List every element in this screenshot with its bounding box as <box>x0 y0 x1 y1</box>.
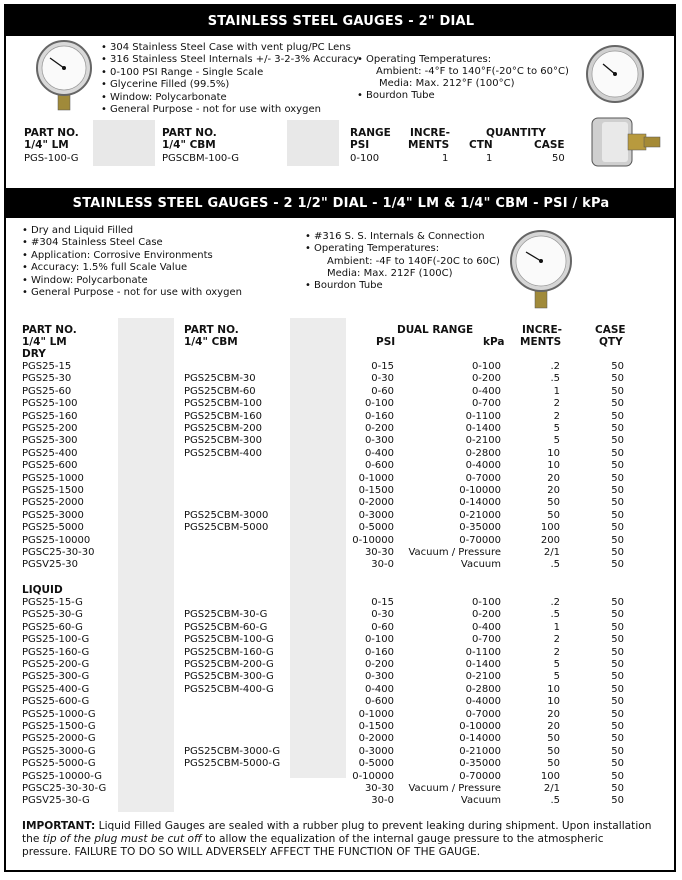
table-row <box>22 647 626 659</box>
header-ctn: CTN <box>469 139 493 151</box>
kpa-range: Vacuum / Pressure <box>408 547 501 558</box>
operating-temperatures-label: • Operating Temperatures: <box>357 54 491 66</box>
lm-part-no: PGS25-100-G <box>22 634 90 646</box>
lm-part-no: PGS25-600-G <box>22 696 90 708</box>
lm-part-no: PGS25-60 <box>22 385 72 397</box>
section1-ctn: 1 <box>486 153 493 164</box>
lm-part-no: PGSC25-30-30-G <box>22 783 107 794</box>
kpa-range: 0-1400 <box>465 423 501 434</box>
increments: 2 <box>553 410 560 422</box>
psi-range: 0-2000 <box>358 733 394 745</box>
case-qty: 50 <box>611 472 624 484</box>
section1-bourdon-list <box>357 90 435 102</box>
case-qty: 50 <box>611 621 624 633</box>
kpa-range: 0-2100 <box>465 435 501 447</box>
table-row <box>22 758 626 770</box>
kpa-range: 0-10000 <box>459 485 501 496</box>
case-qty: 50 <box>611 708 624 720</box>
lm-part-no: PGSC25-30-30 <box>22 547 95 558</box>
case-qty: 50 <box>611 783 624 794</box>
feature-item: • General Purpose - not for use with oxygen <box>101 104 359 116</box>
lm-part-no: PGSV25-30-G <box>22 795 90 807</box>
media-temperature: Media: Max. 212F (100C) <box>327 268 453 279</box>
lm-part-no: PGS25-160 <box>22 410 78 422</box>
increments: 10 <box>547 447 560 459</box>
case-qty: 50 <box>611 609 624 621</box>
case-qty: 50 <box>611 721 624 732</box>
cbm-part-no: PGS25CBM-400-G <box>184 683 274 695</box>
table-row <box>22 684 626 696</box>
lm-part-no: PGS25-15-G <box>22 597 83 608</box>
psi-range: 30-30 <box>364 547 394 558</box>
kpa-range: 0-35000 <box>459 522 501 534</box>
header-lm: 1/4" LM <box>22 336 67 348</box>
section1-case: 50 <box>552 153 565 164</box>
psi-range: 30-30 <box>364 783 394 794</box>
cbm-part-no: PGS25CBM-100-G <box>184 634 274 646</box>
kpa-range: 0-700 <box>471 398 501 410</box>
gauge-front-image-2 <box>585 42 645 112</box>
case-qty: 50 <box>611 460 624 472</box>
kpa-range: 0-200 <box>471 609 501 621</box>
table-row <box>22 733 626 745</box>
header-ments: MENTS <box>520 336 562 348</box>
feature-item: • Window: Polycarbonate <box>101 92 359 104</box>
table-row <box>22 460 626 472</box>
psi-range: 0-15 <box>371 361 394 372</box>
ambient-temperature: Ambient: -4°F to 140°F(-20°C to 60°C) <box>376 66 569 77</box>
kpa-range: 0-70000 <box>459 534 501 546</box>
section1-title: STAINLESS STEEL GAUGES - 2" DIAL <box>207 13 475 29</box>
bourdon-tube-label: • Bourdon Tube <box>305 280 383 292</box>
increments: 1 <box>553 385 560 397</box>
operating-temperatures-label: • Operating Temperatures: <box>305 243 485 255</box>
header-quantity: QUANTITY <box>486 127 546 139</box>
table-row <box>22 659 626 671</box>
note-text-1: Liquid Filled Gauges are sealed with a rubber plug to prevent leaking during shipment. Upon installation the <box>22 820 652 845</box>
case-qty: 50 <box>611 671 624 683</box>
increments: 20 <box>547 721 560 732</box>
case-qty: 50 <box>611 410 624 422</box>
table-row <box>22 795 626 807</box>
kpa-range: 0-4000 <box>465 696 501 708</box>
psi-range: 0-3000 <box>358 745 394 757</box>
ambient-temperature: Ambient: -4F to 140F(-20C to 60C) <box>327 256 500 267</box>
header-part-no: PART NO. <box>24 127 79 139</box>
table-row <box>22 423 626 435</box>
case-qty: 50 <box>611 509 624 521</box>
header-qty: QTY <box>599 336 623 348</box>
lm-part-no: PGS25-1000-G <box>22 708 96 720</box>
lm-part-no: PGS25-15 <box>22 361 72 372</box>
section1-range: 0-100 <box>350 153 380 164</box>
media-temperature: Media: Max. 212°F (100°C) <box>379 78 515 89</box>
header-psi: PSI <box>376 336 396 348</box>
feature-item: • 316 Stainless Steel Internals +/- 3-2-3% Accuracy <box>101 54 359 66</box>
psi-range: 0-2000 <box>358 497 394 509</box>
cbm-part-no: PGS25CBM-5000-G <box>184 758 281 770</box>
lm-part-no: PGS25-60-G <box>22 621 83 633</box>
lm-part-no: PGSV25-30 <box>22 559 79 571</box>
table-row <box>22 398 626 410</box>
lm-part-no: PGS25-400 <box>22 447 78 459</box>
cbm-part-no: PGS25CBM-3000-G <box>184 745 281 757</box>
case-qty: 50 <box>611 398 624 410</box>
case-qty: 50 <box>611 547 624 558</box>
cbm-part-no: PGS25CBM-300-G <box>184 671 274 683</box>
psi-range: 0-5000 <box>358 758 394 770</box>
feature-item: • Glycerine Filled (99.5%) <box>101 79 359 91</box>
lm-part-no: PGS25-30 <box>22 373 72 385</box>
psi-range: 0-1000 <box>358 472 394 484</box>
increments: .5 <box>550 795 560 807</box>
lm-part-no: PGS25-200-G <box>22 659 90 670</box>
psi-range: 0-300 <box>364 435 394 447</box>
psi-range: 0-3000 <box>358 509 394 521</box>
cbm-part-no: PGS25CBM-60 <box>184 385 256 397</box>
increments: 100 <box>540 522 560 534</box>
lm-part-no: PGS25-600 <box>22 460 78 472</box>
lm-part-no: PGS25-30-G <box>22 609 83 621</box>
table-row <box>22 634 626 646</box>
case-qty: 50 <box>611 795 624 807</box>
case-qty: 50 <box>611 534 624 546</box>
kpa-range: 0-21000 <box>459 745 501 757</box>
table-row <box>22 361 626 373</box>
header-cbm: 1/4" CBM <box>162 139 216 151</box>
table-row <box>22 473 626 485</box>
psi-range: 0-160 <box>364 646 394 658</box>
table-row <box>22 485 626 497</box>
case-qty: 50 <box>611 447 624 459</box>
increments: 50 <box>547 733 560 745</box>
case-qty: 50 <box>611 522 624 534</box>
table-row <box>22 411 626 423</box>
table-row <box>22 510 626 522</box>
lm-part-no: PGS25-1500-G <box>22 721 96 732</box>
increments: 5 <box>553 423 560 434</box>
table-row <box>22 783 626 795</box>
section1-lm-part: PGS-100-G <box>24 153 79 164</box>
table-row <box>22 622 626 634</box>
cbm-part-no: PGS25CBM-60-G <box>184 621 268 633</box>
section1-shade-col-2 <box>287 120 339 166</box>
header-part-no: PART NO. <box>22 324 77 336</box>
lm-part-no: PGS25-10000-G <box>22 770 102 782</box>
kpa-range: 0-14000 <box>459 497 501 509</box>
case-qty: 50 <box>611 659 624 670</box>
cbm-part-no: PGS25CBM-30 <box>184 373 256 385</box>
kpa-range: 0-400 <box>471 385 501 397</box>
table-row <box>22 435 626 447</box>
feature-item: • 0-100 PSI Range - Single Scale <box>101 67 359 79</box>
cbm-part-no: PGS25CBM-5000 <box>184 522 269 534</box>
cbm-part-no: PGS25CBM-30-G <box>184 609 268 621</box>
section1-operating-list <box>357 54 491 66</box>
case-qty: 50 <box>611 485 624 496</box>
header-case: CASE <box>595 324 626 336</box>
case-qty: 50 <box>611 373 624 385</box>
lm-part-no: PGS25-5000-G <box>22 758 96 770</box>
case-qty: 50 <box>611 361 624 372</box>
increments: 5 <box>553 435 560 447</box>
header-kpa: kPa <box>483 336 505 348</box>
section2-bourdon-list <box>305 280 383 292</box>
table-row <box>22 597 626 609</box>
psi-range: 0-60 <box>371 385 394 397</box>
table-row <box>22 448 626 460</box>
header-incre: INCRE- <box>410 127 451 139</box>
kpa-range: 0-2800 <box>465 683 501 695</box>
psi-range: 30-0 <box>371 795 394 807</box>
dry-label: DRY <box>22 348 46 360</box>
psi-range: 0-400 <box>364 447 394 459</box>
lm-part-no: PGS25-160-G <box>22 646 90 658</box>
header-lm: 1/4" LM <box>24 139 69 151</box>
cbm-part-no: PGS25CBM-3000 <box>184 509 269 521</box>
kpa-range: 0-7000 <box>465 708 501 720</box>
cbm-part-no: PGS25CBM-100 <box>184 398 263 410</box>
table-row <box>22 559 626 571</box>
feature-item: • Window: Polycarbonate <box>22 275 242 287</box>
section1-cbm-part: PGSCBM-100-G <box>162 153 240 164</box>
table-row <box>22 609 626 621</box>
note-important-label: IMPORTANT: <box>22 820 96 832</box>
cbm-part-no: PGS25CBM-400 <box>184 447 263 459</box>
increments: 50 <box>547 509 560 521</box>
increments: 1 <box>553 621 560 633</box>
kpa-range: 0-35000 <box>459 758 501 770</box>
header-psi: PSI <box>350 139 370 151</box>
psi-range: 0-30 <box>371 609 394 621</box>
note-text-2: to allow the equalization of the internal gauge pressure to the atmospheric pressure. <box>22 833 604 858</box>
increments: 50 <box>547 497 560 509</box>
table-row <box>22 386 626 398</box>
feature-item: • General Purpose - not for use with oxygen <box>22 287 242 299</box>
kpa-range: 0-2800 <box>465 447 501 459</box>
table-row <box>22 522 626 534</box>
case-qty: 50 <box>611 385 624 397</box>
header-part-no-cbm: PART NO. <box>162 127 217 139</box>
table-row <box>22 721 626 733</box>
psi-range: 0-200 <box>364 659 394 670</box>
table-row <box>22 709 626 721</box>
section2-title-bar <box>6 188 676 218</box>
increments: .2 <box>550 361 560 372</box>
increments: 50 <box>547 758 560 770</box>
kpa-range: 0-4000 <box>465 460 501 472</box>
important-note <box>22 820 652 859</box>
psi-range: 0-30 <box>371 373 394 385</box>
psi-range: 0-60 <box>371 621 394 633</box>
kpa-range: 0-200 <box>471 373 501 385</box>
psi-range: 30-0 <box>371 559 394 571</box>
feature-item: • 304 Stainless Steel Case with vent plug/PC Lens <box>101 42 359 54</box>
increments: .5 <box>550 373 560 385</box>
table-row <box>22 671 626 683</box>
case-qty: 50 <box>611 423 624 434</box>
lm-part-no: PGS25-300-G <box>22 671 90 683</box>
case-qty: 50 <box>611 683 624 695</box>
increments: 2/1 <box>543 783 560 794</box>
table-row <box>22 547 626 559</box>
internals-item: • #316 S. S. Internals & Connection <box>305 231 485 243</box>
kpa-range: 0-700 <box>471 634 501 646</box>
header-range: RANGE <box>350 127 391 139</box>
table-row <box>22 535 626 547</box>
lm-part-no: PGS25-5000 <box>22 522 84 534</box>
increments: 5 <box>553 659 560 670</box>
cbm-part-no: PGS25CBM-300 <box>184 435 263 447</box>
kpa-range: 0-1100 <box>465 410 501 422</box>
note-caps: FAILURE TO DO SO WILL ADVERSELY AFFECT THE FUNCTION OF THE GAUGE. <box>74 846 481 858</box>
cbm-part-no: PGS25CBM-200-G <box>184 659 274 670</box>
lm-part-no: PGS25-10000 <box>22 534 91 546</box>
header-dual-range: DUAL RANGE <box>397 324 474 336</box>
lm-part-no: PGS25-200 <box>22 423 78 434</box>
kpa-range: 0-400 <box>471 621 501 633</box>
increments: 10 <box>547 696 560 708</box>
psi-range: 0-1500 <box>358 485 394 496</box>
case-qty: 50 <box>611 733 624 745</box>
header-incre: INCRE- <box>522 324 563 336</box>
table-row <box>22 746 626 758</box>
lm-part-no: PGS25-100 <box>22 398 78 410</box>
feature-item: • Dry and Liquid Filled <box>22 225 242 237</box>
cbm-part-no: PGS25CBM-160-G <box>184 646 274 658</box>
psi-range: 0-5000 <box>358 522 394 534</box>
kpa-range: Vacuum / Pressure <box>408 783 501 794</box>
header-cbm: 1/4" CBM <box>184 336 238 348</box>
psi-range: 0-600 <box>364 696 394 708</box>
liquid-label: LIQUID <box>22 584 63 596</box>
lm-part-no: PGS25-2000 <box>22 497 84 509</box>
kpa-range: 0-2100 <box>465 671 501 683</box>
case-qty: 50 <box>611 435 624 447</box>
kpa-range: 0-10000 <box>459 721 501 732</box>
kpa-range: Vacuum <box>460 795 501 807</box>
increments: 10 <box>547 683 560 695</box>
lm-part-no: PGS25-3000-G <box>22 745 96 757</box>
increments: 50 <box>547 745 560 757</box>
psi-range: 0-100 <box>364 398 394 410</box>
increments: 20 <box>547 485 560 496</box>
psi-range: 0-300 <box>364 671 394 683</box>
table-row <box>22 771 626 783</box>
increments: 2 <box>553 634 560 646</box>
lm-part-no: PGS25-1000 <box>22 472 84 484</box>
kpa-range: 0-1100 <box>465 646 501 658</box>
header-case: CASE <box>534 139 565 151</box>
kpa-range: 0-70000 <box>459 770 501 782</box>
bourdon-tube-label: • Bourdon Tube <box>357 90 435 102</box>
kpa-range: 0-14000 <box>459 733 501 745</box>
psi-range: 0-160 <box>364 410 394 422</box>
kpa-range: 0-100 <box>471 597 501 608</box>
cbm-part-no: PGS25CBM-160 <box>184 410 263 422</box>
psi-range: 0-15 <box>371 597 394 608</box>
case-qty: 50 <box>611 758 624 770</box>
case-qty: 50 <box>611 497 624 509</box>
increments: 2/1 <box>543 547 560 558</box>
case-qty: 50 <box>611 696 624 708</box>
increments: 20 <box>547 708 560 720</box>
lm-part-no: PGS25-400-G <box>22 683 90 695</box>
psi-range: 0-200 <box>364 423 394 434</box>
header-ments: MENTS <box>408 139 450 151</box>
increments: 20 <box>547 472 560 484</box>
case-qty: 50 <box>611 559 624 571</box>
case-qty: 50 <box>611 597 624 608</box>
kpa-range: Vacuum <box>460 559 501 571</box>
psi-range: 0-1000 <box>358 708 394 720</box>
lm-part-no: PGS25-300 <box>22 435 78 447</box>
psi-range: 0-100 <box>364 634 394 646</box>
feature-item: • Application: Corrosive Environments <box>22 250 242 262</box>
case-qty: 50 <box>611 745 624 757</box>
section2-features-list <box>22 225 242 299</box>
lm-part-no: PGS25-3000 <box>22 509 84 521</box>
increments: 10 <box>547 460 560 472</box>
feature-item: • #304 Stainless Steel Case <box>22 237 242 249</box>
header-part-no-cbm: PART NO. <box>184 324 239 336</box>
section2-title: STAINLESS STEEL GAUGES - 2 1/2" DIAL - 1/4" LM & 1/4" CBM - PSI / kPa <box>72 195 610 211</box>
kpa-range: 0-21000 <box>459 509 501 521</box>
increments: 5 <box>553 671 560 683</box>
increments: 200 <box>540 534 560 546</box>
psi-range: 0-400 <box>364 683 394 695</box>
section1-title-bar <box>6 6 676 36</box>
increments: .2 <box>550 597 560 608</box>
psi-range: 0-600 <box>364 460 394 472</box>
kpa-range: 0-7000 <box>465 472 501 484</box>
psi-range: 0-10000 <box>352 770 394 782</box>
case-qty: 50 <box>611 646 624 658</box>
table-row <box>22 497 626 509</box>
increments: .5 <box>550 609 560 621</box>
lm-part-no: PGS25-2000-G <box>22 733 96 745</box>
lm-part-no: PGS25-1500 <box>22 485 84 496</box>
increments: .5 <box>550 559 560 571</box>
section2-features-right <box>305 231 485 256</box>
section1-features-list <box>101 42 359 116</box>
section1-increments: 1 <box>442 153 449 164</box>
gauge-front-image <box>34 40 94 112</box>
case-qty: 50 <box>611 634 624 646</box>
section1-shade-col <box>93 120 155 166</box>
increments: 2 <box>553 398 560 410</box>
increments: 100 <box>540 770 560 782</box>
feature-item: • Accuracy: 1.5% full Scale Value <box>22 262 242 274</box>
table-row <box>22 373 626 385</box>
increments: 2 <box>553 646 560 658</box>
cbm-part-no: PGS25CBM-200 <box>184 423 263 434</box>
psi-range: 0-1500 <box>358 721 394 732</box>
psi-range: 0-10000 <box>352 534 394 546</box>
gauge-side-image <box>588 116 663 168</box>
case-qty: 50 <box>611 770 624 782</box>
table-row <box>22 696 626 708</box>
gauge-front-image-3 <box>508 230 574 310</box>
kpa-range: 0-100 <box>471 361 501 372</box>
kpa-range: 0-1400 <box>465 659 501 670</box>
note-italic: tip of the plug must be cut off <box>42 833 202 845</box>
